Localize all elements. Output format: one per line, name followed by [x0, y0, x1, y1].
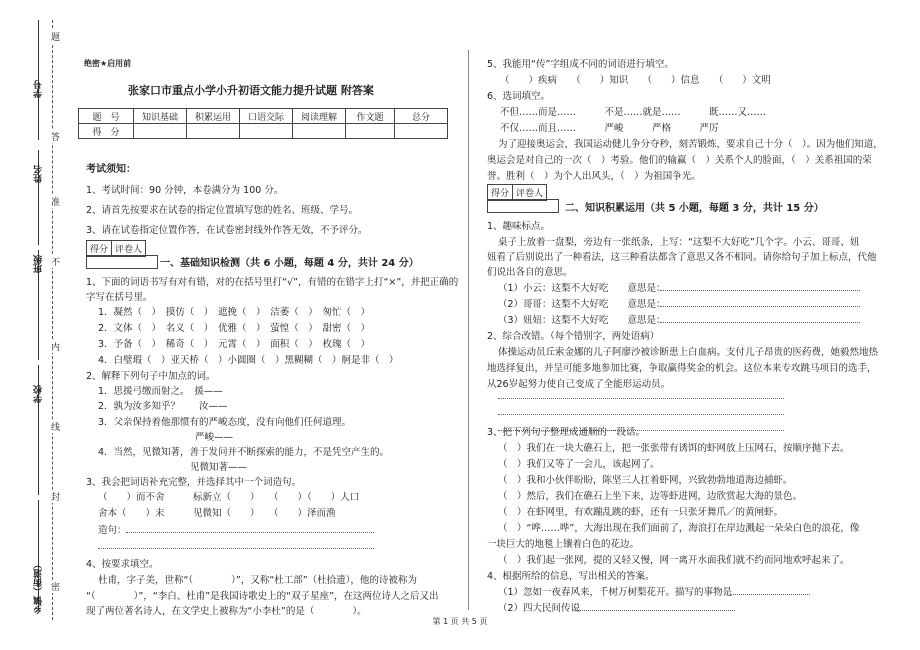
- answer-line[interactable]: [660, 290, 860, 291]
- notice-item: 2、请首先按要求在试卷的指定位置填写您的姓名、班级、学号。: [86, 205, 359, 216]
- question-line: （3）妞妞：这梨不大好吃 意思是：: [498, 315, 666, 326]
- answer-line[interactable]: [98, 548, 374, 549]
- notice-item: 1、考试时间：90 分钟，本卷满分为 100 分。: [86, 185, 284, 196]
- question-line: 体操运动员丘索金娜的儿子阿廖沙被诊断患上白血病。支付儿子昂贵的医药费，她毅然地热: [498, 347, 879, 358]
- scorer-box-grader: 评卷人: [115, 245, 143, 255]
- question-line: 1．凝然（ ） 摸仿（ ） 遮挽（ ） 洁萎（ ） 匆忙（ ）: [98, 307, 371, 318]
- scorer-box-score: 得分: [87, 241, 112, 256]
- scorer-box-blank[interactable]: [487, 199, 559, 213]
- question-line: （ ）在虾网里，有欢蹦乱跳的虾，还有一只张牙舞爪／的黄闸虾。: [498, 507, 784, 518]
- question-line: 4、按要求填空。: [86, 559, 159, 570]
- question-line: 5、我能用“传”字组成不同的词语进行填空。: [487, 59, 674, 70]
- score-cell[interactable]: [395, 124, 448, 139]
- question-line: 4．当然，见微知著，善于发问并不断探索的能力，不是凭空产生的。: [98, 447, 390, 458]
- question-line: 们说出各自的意思。: [487, 267, 573, 278]
- question-line: 地选择复出，并呈可能多地参加比赛，争取赢得奖金的机会。这位本来专攻跳马项目的选手，: [487, 363, 877, 374]
- question-line: 1、趣味标点。: [487, 221, 551, 232]
- question-line: 3．父亲保持着他那惯有的严峻态度，没有向他们任何道理。: [98, 417, 352, 428]
- question-line: 3、我会把词语补充完整，并选择其中一个词造句。: [86, 477, 302, 488]
- seal-char: 封: [49, 492, 59, 501]
- page-footer: 第 1 页 共 5 页: [432, 617, 488, 626]
- scorer-box-grader: 评卷人: [516, 189, 544, 199]
- seal-line: [52, 20, 53, 620]
- question-line: 2、解释下列句子中加点的词。: [86, 371, 216, 382]
- question-line: （1）小云：这梨不大好吃 意思是：: [498, 283, 666, 294]
- score-header: 知识基础: [134, 109, 187, 124]
- score-header: 积累运用: [187, 109, 240, 124]
- answer-line[interactable]: [126, 532, 374, 533]
- question-line: （ ）疾病 （ ）知识 （ ）信息 （ ）文明: [500, 75, 771, 86]
- notice-item: 3、请在试卷指定位置作答，在试卷密封线外作答无效，不予评分。: [86, 225, 368, 236]
- score-cell[interactable]: [346, 124, 395, 139]
- score-header: 总分: [395, 109, 448, 124]
- question-line: 1、下面的词语书写有对有错，对的在括号里打“√”，有错的在错字上打“×”，并把正确的: [86, 277, 459, 288]
- question-line: 桌子上放着一盘梨，旁边有一张纸条，上写：“这梨不大好吃”几个字。小云、哥哥、妞: [498, 237, 860, 248]
- score-header: 口语交际: [240, 109, 293, 124]
- question-line: 2．文体（ ） 名义（ ） 优雅（ ） 萤惶（ ） 甜密（ ）: [98, 323, 371, 334]
- question-line: （ ）我们又等了一会儿，该起网了。: [498, 459, 660, 470]
- section1-title: 一、基础知识检测（共 6 小题，每题 4 分，共计 24 分）: [160, 258, 419, 269]
- seal-char: 内: [49, 342, 59, 351]
- class-label: 班级: [34, 255, 44, 273]
- question-line: 见微知著——: [190, 462, 248, 473]
- question-line: （2）四大民间传说: [498, 603, 581, 614]
- question-line: （ ）我和小伙伴盼盼，陈坚三人扛着虾网，兴致勃勃地道海边捕虾。: [498, 475, 793, 486]
- section2-title: 二、知识积累运用（共 5 小题，每题 3 分，共计 15 分）: [565, 203, 824, 214]
- question-line: （ ）而不舍 标新立（ ） （ ）（ ）人口: [98, 492, 360, 503]
- column-divider: [468, 50, 469, 610]
- answer-line[interactable]: [660, 306, 860, 307]
- question-line: （ ）“哗……哗”，大海出现在我们面前了，海浪打在岸边溅起一朵朵白色的浪花，像: [498, 523, 860, 534]
- question-line: 4．白璧瑕（ ）亚天桥（ ）小圆圈（ ）黑糊糊（ ）舸是非（ ）: [98, 355, 399, 366]
- question-line: 不仅……而且…… 严峻 严格 严厉: [500, 123, 719, 134]
- question-line: （2）哥哥：这梨不大好吃 意思是：: [498, 299, 666, 310]
- question-line: 现了两位著名诗人，在文学史上被称为“小李杜”的是（ ）。: [86, 606, 367, 617]
- score-header: 作文题: [346, 109, 395, 124]
- question-line: 为了迎接奥运会，我国运动健儿争分夺秒，刻苦锻炼，要求自己十分（ ）。因为他们知道，: [498, 139, 883, 150]
- notice-heading: 考试须知：: [86, 164, 136, 175]
- scorer-box-score: 得分: [488, 185, 513, 200]
- question-line: 奥运会是对自己的一次（ ）考验。他们的输赢（ ）关系个人的脸面，（ ）关系祖国的荣: [487, 155, 872, 166]
- answer-line[interactable]: [575, 610, 735, 611]
- scorer-box-blank[interactable]: [86, 255, 158, 269]
- question-line: 从26岁起努力使自己变成了全能形运动员。: [487, 379, 671, 390]
- question-line: 一块巨大的地毯上镶着白色的花边。: [487, 539, 640, 550]
- question-line: （ ）然后，我们在礁石上坐下来，边等虾进网，边欣赏起大海的景色。: [498, 491, 803, 502]
- score-header: 阅读理解: [293, 109, 346, 124]
- score-cell[interactable]: [134, 124, 187, 139]
- seal-char: 题: [49, 32, 59, 41]
- answer-line[interactable]: [730, 594, 810, 595]
- question-line: 杜甫，字子美，世称“（ ）”，又称“杜工部”（杜拾遗），他的诗被称为: [98, 575, 417, 586]
- seal-char: 准: [49, 197, 59, 206]
- question-line: 2、综合改错。（每个错别字，两处语病）: [487, 331, 660, 342]
- question-line: 2．孰为汝多知乎？ 汝——: [98, 401, 228, 412]
- question-line: 1．思援弓缴而射之。 援——: [98, 386, 223, 397]
- confidential-stamp: 绝密★启用前: [84, 59, 132, 68]
- score-cell[interactable]: [187, 124, 240, 139]
- question-line: 6、选词填空。: [487, 91, 551, 102]
- seal-char: 答: [49, 132, 59, 141]
- score-cell[interactable]: [293, 124, 346, 139]
- town-label: 乡镇（街道）: [34, 560, 44, 614]
- answer-line[interactable]: [498, 398, 784, 399]
- student-id-label: 学号: [34, 80, 44, 98]
- question-line: 3、把下列句子整理成通顺的一段话。: [487, 427, 646, 438]
- name-label: 姓名: [34, 165, 44, 183]
- score-table: [78, 108, 448, 139]
- seal-char: 线: [49, 422, 59, 431]
- question-line: 造句：: [98, 525, 127, 536]
- score-row-label: 得 分: [79, 124, 134, 139]
- question-line: 4、根据所给的信息，写出相关的答案。: [487, 571, 655, 582]
- question-line: 誉。胜利（ ）为个人出风头，（ ）为祖国争光。: [487, 171, 701, 182]
- question-line: “（ ）”，“李白、杜甫”是我国诗歌史上的“双子星座”，在这两位诗人之后又出: [86, 591, 439, 602]
- score-cell[interactable]: [240, 124, 293, 139]
- question-line: 字写在括号里。: [86, 292, 153, 303]
- question-line: 3．予备（ ） 稀奇（ ） 元霄（ ） 面积（ ） 枚瑰（ ）: [98, 339, 371, 350]
- seal-char: 不: [49, 257, 59, 266]
- question-line: 妞看了后别说出了一种看法，这三种看法都含了意思又各不相同。请你给句子加上标点，代他: [487, 252, 877, 263]
- question-line: （ ）我们起一张网，提的又轻又慢，网一离开水面我们就不约而同地欢呼起来了。: [498, 555, 850, 566]
- answer-line[interactable]: [660, 322, 860, 323]
- question-line: 不但……而是…… 不是……就是…… 既……又……: [500, 107, 767, 118]
- score-header: 题 号: [79, 109, 134, 124]
- question-line: （1）忽如一夜春风来，千树万树梨花开。描写的事物是: [498, 587, 733, 598]
- answer-line[interactable]: [498, 414, 784, 415]
- question-line: （ ）我们在一块大礁石上，把一张张带有诱饵的虾网放上压网石，按顺序抛下去。: [498, 443, 850, 454]
- question-line: 严峻——: [195, 432, 234, 443]
- question-line: 舍本（ ）末 见微知（ ） （ ）泽而渔: [98, 508, 336, 519]
- page-title: 张家口市重点小学小升初语文能力提升试题 附答案: [128, 84, 374, 97]
- seal-char: 密: [49, 582, 59, 591]
- school-label: 学校: [34, 385, 44, 403]
